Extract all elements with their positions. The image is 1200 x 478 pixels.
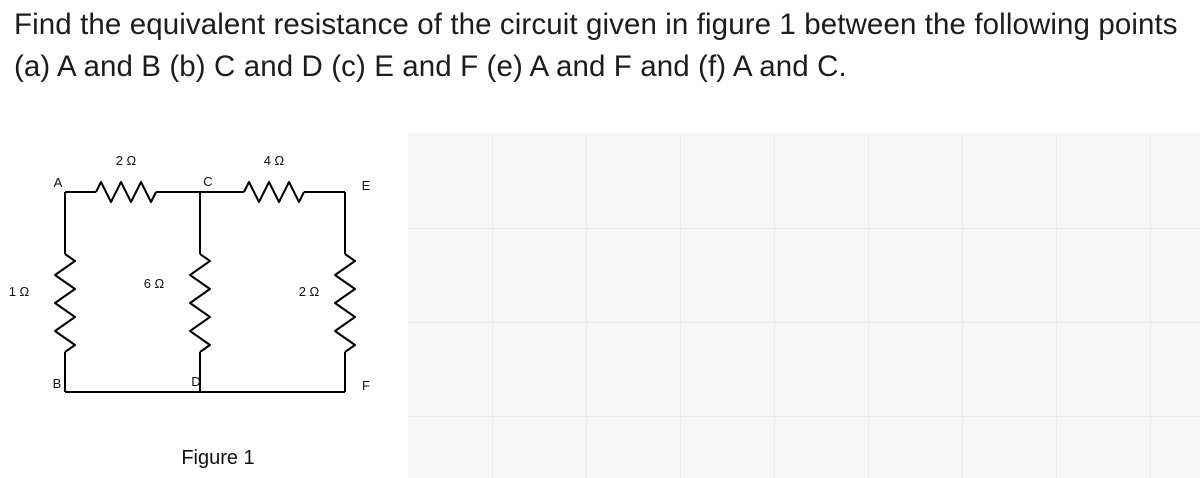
resistor-ab xyxy=(55,254,75,352)
label-resistor-ef: 2 Ω xyxy=(298,284,320,299)
question-text: Find the equivalent resistance of the circuit given in figure 1 between the following points (a) A and B (b) C and D (c) E and F (e) A and F and (f) A and C. xyxy=(14,8,1178,83)
resistor-ac xyxy=(96,182,156,202)
figure-caption: Figure 1 xyxy=(181,447,255,469)
label-resistor-ce: 4 Ω xyxy=(263,153,285,168)
label-resistor-ac: 2 Ω xyxy=(115,153,137,168)
node-label-a: A xyxy=(53,175,63,190)
label-resistor-ab: 1 Ω xyxy=(8,284,30,299)
resistor-ef xyxy=(335,254,355,352)
circuit-diagram xyxy=(0,134,408,478)
node-label-f: F xyxy=(362,378,370,393)
resistor-cd xyxy=(190,254,210,352)
node-label-e: E xyxy=(361,178,371,193)
node-label-c: C xyxy=(203,174,213,189)
grid-background xyxy=(408,134,1200,478)
circuit-figure xyxy=(0,134,408,478)
resistor-ce xyxy=(244,182,304,202)
node-label-b: B xyxy=(52,376,62,391)
label-resistor-cd: 6 Ω xyxy=(143,276,165,291)
node-label-d: D xyxy=(191,374,201,389)
